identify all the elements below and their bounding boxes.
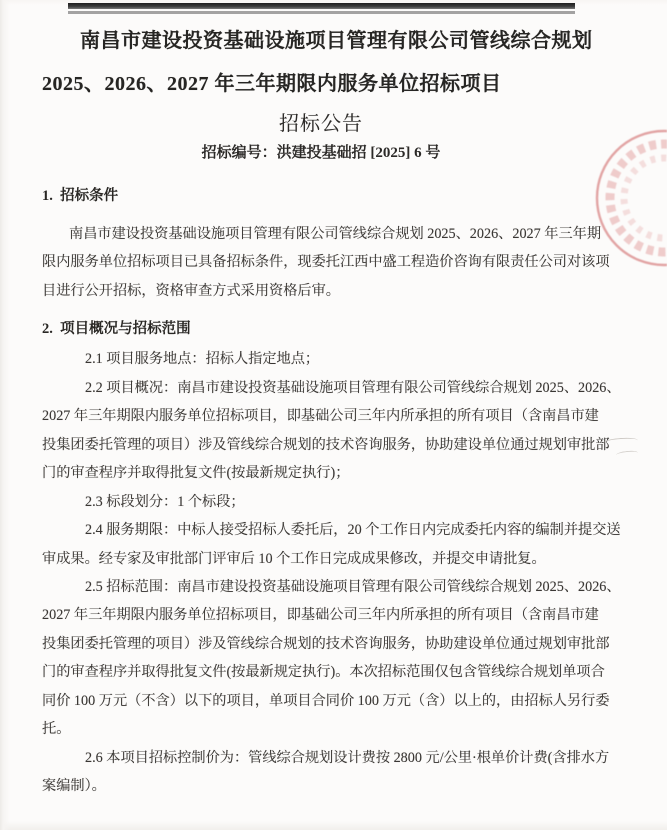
clause-2-4	[42, 516, 621, 573]
paragraph-line: 审成果。经专家及审批部门评审后 10 个工作日完成成果修改，并提交申请批复。	[42, 550, 546, 567]
section-1-heading: 1. 招标条件	[42, 188, 119, 204]
paragraph-line: 2.4 服务期限：中标人接受招标人委托后，20 个工作日内完成委托内容的编制并提交送	[85, 522, 621, 539]
title-line-2: 2025、2026、2027 年三年期限内服务单位招标项目	[42, 73, 502, 95]
paragraph-line: 限内服务单位招标项目已具备招标条件，现委托江西中盛工程造价咨询有限责任公司对该项	[42, 254, 610, 271]
paragraph-line: 2.5 招标范围：南昌市建设投资基础设施项目管理有限公司管线综合规划 2025、2026、	[85, 578, 621, 595]
red-circular-stamp-icon	[595, 120, 667, 280]
paragraph-line: 2.2 项目概况：南昌市建设投资基础设施项目管理有限公司管线综合规划 2025、2026、	[85, 379, 621, 396]
clause-2-5	[42, 573, 621, 744]
tender-number: 招标编号：洪建投基础招 [2025] 6 号	[201, 145, 441, 161]
paragraph-line: 案编制）。	[42, 778, 106, 795]
document-title	[42, 20, 600, 106]
paragraph-line: 同价 100 万元（不含）以下的项目，单项目合同价 100 万元（含）以上的，由招标人另行委	[42, 692, 610, 709]
clause-2-6	[42, 744, 610, 801]
paragraph-line: 2.3 标段划分：1 个标段；	[85, 493, 245, 510]
paragraph-line: 2027 年三年期限内服务单位招标项目，即基础公司三年内所承担的所有项目（含南昌市建	[42, 408, 599, 425]
paragraph-line: 南昌市建设投资基础设施项目管理有限公司管线综合规划 2025、2026、2027 年三年期	[69, 226, 602, 242]
doc-type-heading: 招标公告	[279, 113, 363, 135]
paragraph-line: 门的审查程序并取得批复文件(按最新规定执行)；	[42, 465, 350, 482]
paragraph-line: 托。	[42, 721, 71, 738]
paragraph-line: 2.1 项目服务地点：招标人指定地点；	[85, 351, 320, 368]
clause-2-2	[42, 374, 621, 488]
paragraph-line: 目进行公开招标，资格审查方式采用资格后审。	[42, 282, 340, 299]
paragraph-line: 2027 年三年期限内服务单位招标项目，即基础公司三年内所承担的所有项目（含南昌市建	[42, 607, 599, 624]
paragraph-line: 门的审查程序并取得批复文件(按最新规定执行)。本次招标范围仅包含管线综合规划单项合	[42, 664, 605, 681]
clause-2-3	[42, 488, 600, 516]
paragraph-line: 投集团委托管理的项目）涉及管线综合规划的技术咨询服务，协助建设单位通过规划审批部	[42, 635, 610, 652]
title-line-1: 南昌市建设投资基础设施项目管理有限公司管线综合规划	[80, 30, 593, 52]
section-1-paragraph	[42, 220, 610, 305]
seal-rings	[597, 131, 667, 265]
paragraph-line: 投集团委托管理的项目）涉及管线综合规划的技术咨询服务，协助建设单位通过规划审批部	[42, 436, 610, 453]
smudge-stroke	[616, 450, 639, 458]
paragraph-line: 2.6 本项目招标控制价为：管线综合规划设计费按 2800 元/公里·根单价计费(含排水方	[85, 749, 610, 766]
section-2-heading: 2. 项目概况与招标范围	[42, 321, 191, 338]
clause-2-1	[42, 345, 600, 373]
document-content	[42, 0, 621, 801]
